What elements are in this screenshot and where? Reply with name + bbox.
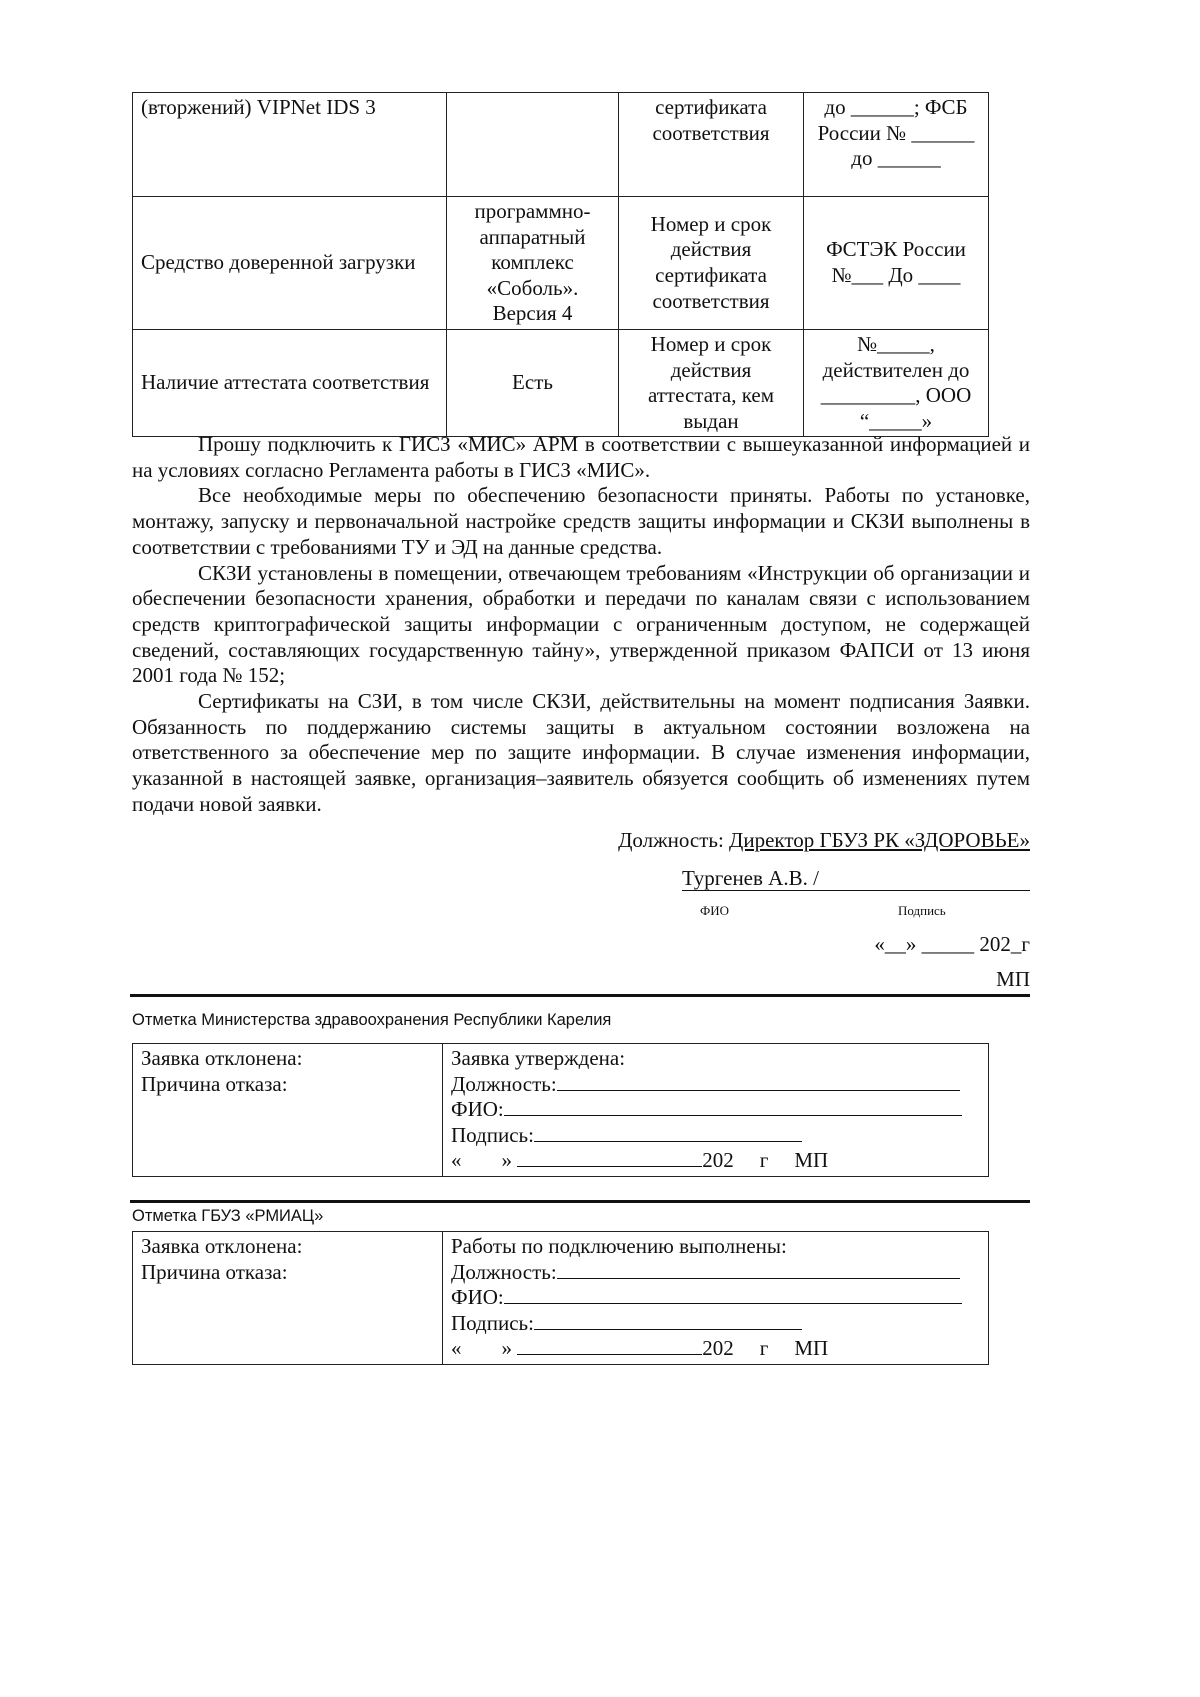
stamp-label: МП [996, 967, 1030, 991]
paragraph: СКЗИ установлены в помещении, отвечающем требованиям «Инструкции об организации и обеспечении безопасности хранения, обработки и передачи по каналам связи с использованием средств криптографической защиты информации с ограниченным доступом, не содержащей сведений, составляющих государственную тайну», утвержденной приказом ФАПСИ от 13 июня 2001 года № 152; [132, 560, 1030, 688]
cell: ФСТЭК России №___ До ____ [804, 197, 989, 330]
signer-name: Тургенев А.В. / [682, 866, 819, 890]
date-field[interactable]: « » 202 г МП [451, 1336, 829, 1361]
security-table [132, 92, 989, 437]
rmiac-box [132, 1231, 989, 1365]
sign-date: «__» _____ 202_г [874, 932, 1030, 956]
position-label: Должность: [618, 828, 730, 852]
table-row [133, 329, 989, 436]
fio-caption: ФИО [700, 903, 730, 918]
cell: №_____, действителен до _________, ООО “_____» [804, 329, 989, 436]
rejected-label: Заявка отклонена: [141, 1234, 303, 1258]
body-text [132, 432, 1030, 818]
position-line [618, 828, 1030, 853]
reason-label: Причина отказа: [141, 1259, 288, 1284]
ministry-box [132, 1043, 989, 1177]
rejected-label: Заявка отклонена: [141, 1046, 303, 1070]
position-field[interactable]: Должность: [451, 1072, 980, 1098]
cell: Есть [447, 329, 619, 436]
rmiac-title: Отметка ГБУЗ «РМИАЦ» [132, 1207, 324, 1225]
sign-field[interactable]: Подпись: [451, 1123, 980, 1149]
cell: сертификата соответствия [619, 93, 804, 197]
fio-field[interactable]: ФИО: [451, 1285, 980, 1311]
fio-field[interactable]: ФИО: [451, 1097, 980, 1123]
ministry-title: Отметка Министерства здравоохранения Республики Карелия [132, 1011, 612, 1029]
cell: Средство доверенной загрузки [133, 197, 447, 330]
paragraph: Сертификаты на СЗИ, в том числе СКЗИ, действительны на момент подписания Заявки. Обязанность по поддержанию системы защиты в актуальном состоянии возложена на ответственного за обеспечение мер по защите информации. В случае изменения информации, указанной в настоящей заявке, организация–заявитель обязуется сообщить об изменениях путем подачи новой заявки. [132, 689, 1030, 816]
name-line [682, 866, 1030, 891]
table-row [133, 197, 989, 330]
reason-label: Причина отказа: [141, 1071, 288, 1096]
sign-field[interactable]: Подпись: [451, 1311, 980, 1337]
cell: Наличие аттестата соответствия [133, 329, 447, 436]
table-row [133, 93, 989, 197]
cell: (вторжений) VIPNet IDS 3 [133, 93, 447, 197]
paragraph: Все необходимые меры по обеспечению безопасности приняты. Работы по установке, монтажу, запуску и первоначальной настройке средств защиты информации и СКЗИ выполнены в соответствии с требованиями ТУ и ЭД на данные средства. [132, 483, 1030, 559]
done-label: Работы по подключению выполнены: [451, 1234, 787, 1258]
cell: до ______; ФСБ России № ______ до ______ [804, 93, 989, 197]
cell: Номер и срок действия аттестата, кем выдан [619, 329, 804, 436]
cell: Номер и срок действия сертификата соответствия [619, 197, 804, 330]
divider [130, 1200, 1030, 1203]
date-field[interactable]: « » 202 г МП [451, 1148, 829, 1173]
cell: программно-аппаратный комплекс «Соболь». Версия 4 [447, 197, 619, 330]
paragraph: Прошу подключить к ГИСЗ «МИС» АРМ в соответствии с вышеуказанной информацией и на условиях согласно Регламента работы в ГИСЗ «МИС». [132, 432, 1030, 482]
position-field[interactable]: Должность: [451, 1260, 980, 1286]
approved-label: Заявка утверждена: [451, 1046, 626, 1070]
position-value: Директор ГБУЗ РК «ЗДОРОВЬЕ» [729, 828, 1030, 852]
divider [130, 994, 1030, 997]
cell [447, 93, 619, 197]
sign-caption: Подпись [898, 903, 946, 918]
